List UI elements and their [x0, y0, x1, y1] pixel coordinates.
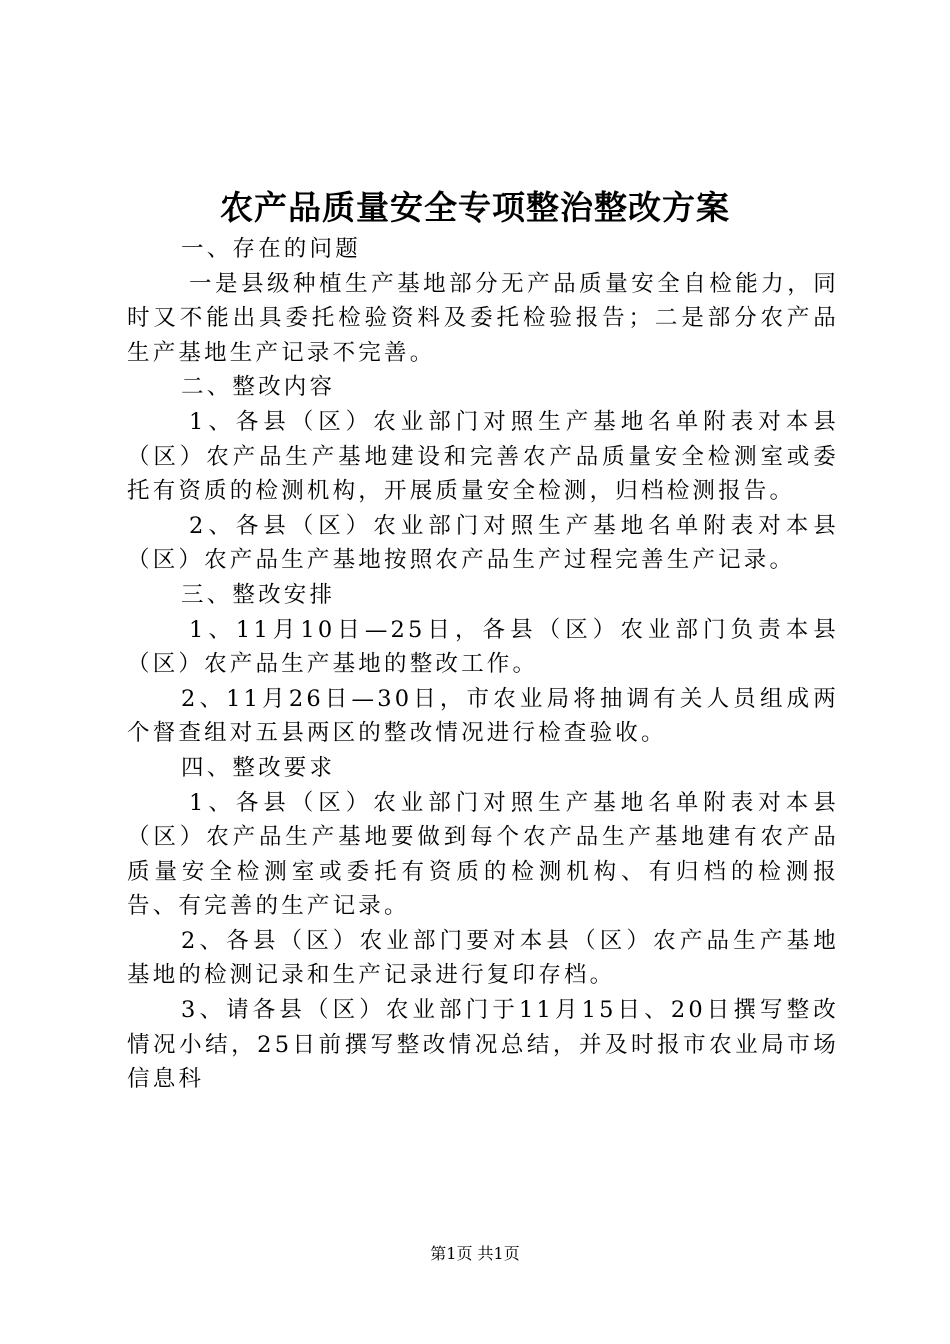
section-heading: 四、整改要求 [181, 754, 336, 781]
paragraph: 2、各县（区）农业部门要对本县（区）农产品生产基地基地的检测记录和生产记录进行复印存档。 [127, 927, 839, 989]
paragraph: 2、各县（区）农业部门对照生产基地名单附表对本县（区）农产品生产基地按照农产品生产过程完善生产记录。 [127, 512, 839, 574]
document-body [127, 232, 839, 1097]
paragraph: 3、请各县（区）农业部门于11月15日、20日撰写整改情况小结，25日前撰写整改情况总结，并及时报市农业局市场信息科 [127, 997, 839, 1093]
document-title: 农产品质量安全专项整治整改方案 [220, 188, 730, 227]
paragraph: 1、各县（区）农业部门对照生产基地名单附表对本县（区）农产品生产基地要做到每个农产品生产基地建有农产品质量安全检测室或委托有资质的检测机构、有归档的检测报告、有完善的生产记录。 [127, 789, 839, 920]
paragraph: 一是县级种植生产基地部分无产品质量安全自检能力，同时又不能出具委托检验资料及委托检验报告；二是部分农产品生产基地生产记录不完善。 [127, 270, 839, 366]
paragraph: 1、各县（区）农业部门对照生产基地名单附表对本县（区）农产品生产基地建设和完善农产品质量安全检测室或委托有资质的检测机构，开展质量安全检测，归档检测报告。 [127, 408, 839, 505]
section-heading: 三、整改安排 [181, 581, 336, 608]
paragraph: 2、11月26日—30日，市农业局将抽调有关人员组成两个督查组对五县两区的整改情况进行检查验收。 [127, 685, 839, 747]
section-heading: 一、存在的问题 [181, 236, 361, 262]
section-heading: 二、整改内容 [181, 374, 336, 401]
page-footer: 第1页 共1页 [430, 1244, 520, 1263]
paragraph: 1、11月10日—25日，各县（区）农业部门负责本县（区）农产品生产基地的整改工作。 [127, 616, 839, 678]
